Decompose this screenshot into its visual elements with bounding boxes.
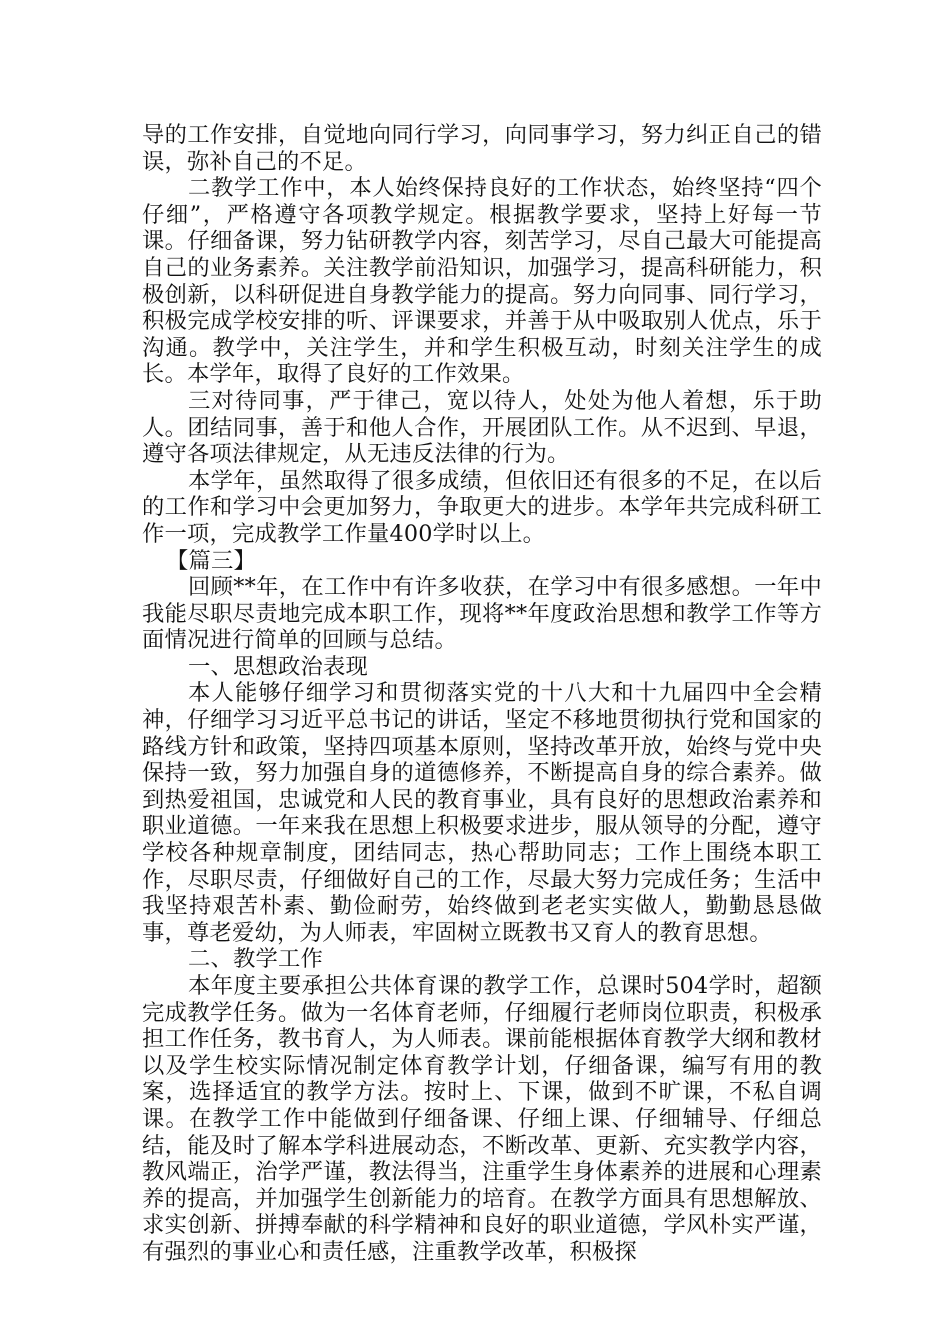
paragraph-colleagues: 三对待同事，严于律己，宽以待人，处处为他人着想，乐于助人。团结同事，善于和他人合作，开展团队工作。从不迟到、早退，遵守各项法律规定，从无违反法律的行为。 [142,387,822,468]
paragraph-year-summary: 本学年，虽然取得了很多成绩，但依旧还有很多的不足，在以后的工作和学习中会更加努力，争取更大的进步。本学年共完成科研工作一项，完成教学工作量400学时以上。 [142,467,822,547]
paragraph-continuation: 导的工作安排，自觉地向同行学习，向同事学习，努力纠正自己的错误，弥补自己的不足。 [142,122,822,175]
paragraph-teaching-work: 二教学工作中，本人始终保持良好的工作状态，始终坚持“四个仔细”，严格遵守各项教学规定。根据教学要求，坚持上好每一节课。仔细备课，努力钻研教学内容，刻苦学习，尽自己最大可能提高自己的业务素养。关注教学前沿知识，加强学习，提高科研能力，积极创新，以科研促进自身教学能力的提高。努力向同事、同行学习，积极完成学校安排的听、评课要求，并善于从中吸取别人优点，乐于沟通。教学中，关注学生，并和学生积极互动，时刻关注学生的成长。本学年，取得了良好的工作效果。 [142,175,822,388]
paragraph-review-intro: 回顾**年，在工作中有许多收获，在学习中有很多感想。一年中我能尽职尽责地完成本职工作，现将**年度政治思想和教学工作等方面情况进行简单的回顾与总结。 [142,574,822,654]
subheading-teaching-work: 二、教学工作 [188,946,323,973]
section-heading-part-three: 【篇三】 [166,547,256,574]
subheading-political-performance: 一、思想政治表现 [188,653,368,680]
document-body [142,122,822,1266]
paragraph-teaching-details: 本年度主要承担公共体育课的教学工作，总课时504学时，超额完成教学任务。做为一名体育老师，仔细履行老师岗位职责，积极承担工作任务，教书育人，为人师表。课前能根据体育教学大纲和教材以及学生校实际情况制定体育教学计划，仔细备课，编写有用的教案，选择适宜的教学方法。按时上、下课，做到不旷课，不私自调课。在教学工作中能做到仔细备课、仔细上课、仔细辅导、仔细总结，能及时了解本学科进展动态，不断改革、更新、充实教学内容，教风端正，治学严谨，教法得当，注重学生身体素养的进展和心理素养的提高，并加强学生创新能力的培育。在教学方面具有思想解放、求实创新、拼搏奉献的科学精神和良好的职业道德，学风朴实严谨，有强烈的事业心和责任感，注重教学改革，积极探 [142,973,822,1265]
paragraph-political-performance: 本人能够仔细学习和贯彻落实党的十八大和十九届四中全会精神，仔细学习习近平总书记的讲话，坚定不移地贯彻执行党和国家的路线方针和政策，坚持四项基本原则，坚持改革开放，始终与党中央保持一致，努力加强自身的道德修养，不断提高自身的综合素养。做到热爱祖国，忠诚党和人民的教育事业，具有良好的思想政治素养和职业道德。一年来我在思想上积极要求进步，服从领导的分配，遵守学校各种规章制度，团结同志，热心帮助同志；工作上围绕本职工作，尽职尽责，仔细做好自己的工作，尽最大努力完成任务；生活中我坚持艰苦朴素、勤俭耐劳，始终做到老老实实做人，勤勤恳恳做事，尊老爱幼，为人师表，牢固树立既教书又育人的教育思想。 [142,680,822,946]
